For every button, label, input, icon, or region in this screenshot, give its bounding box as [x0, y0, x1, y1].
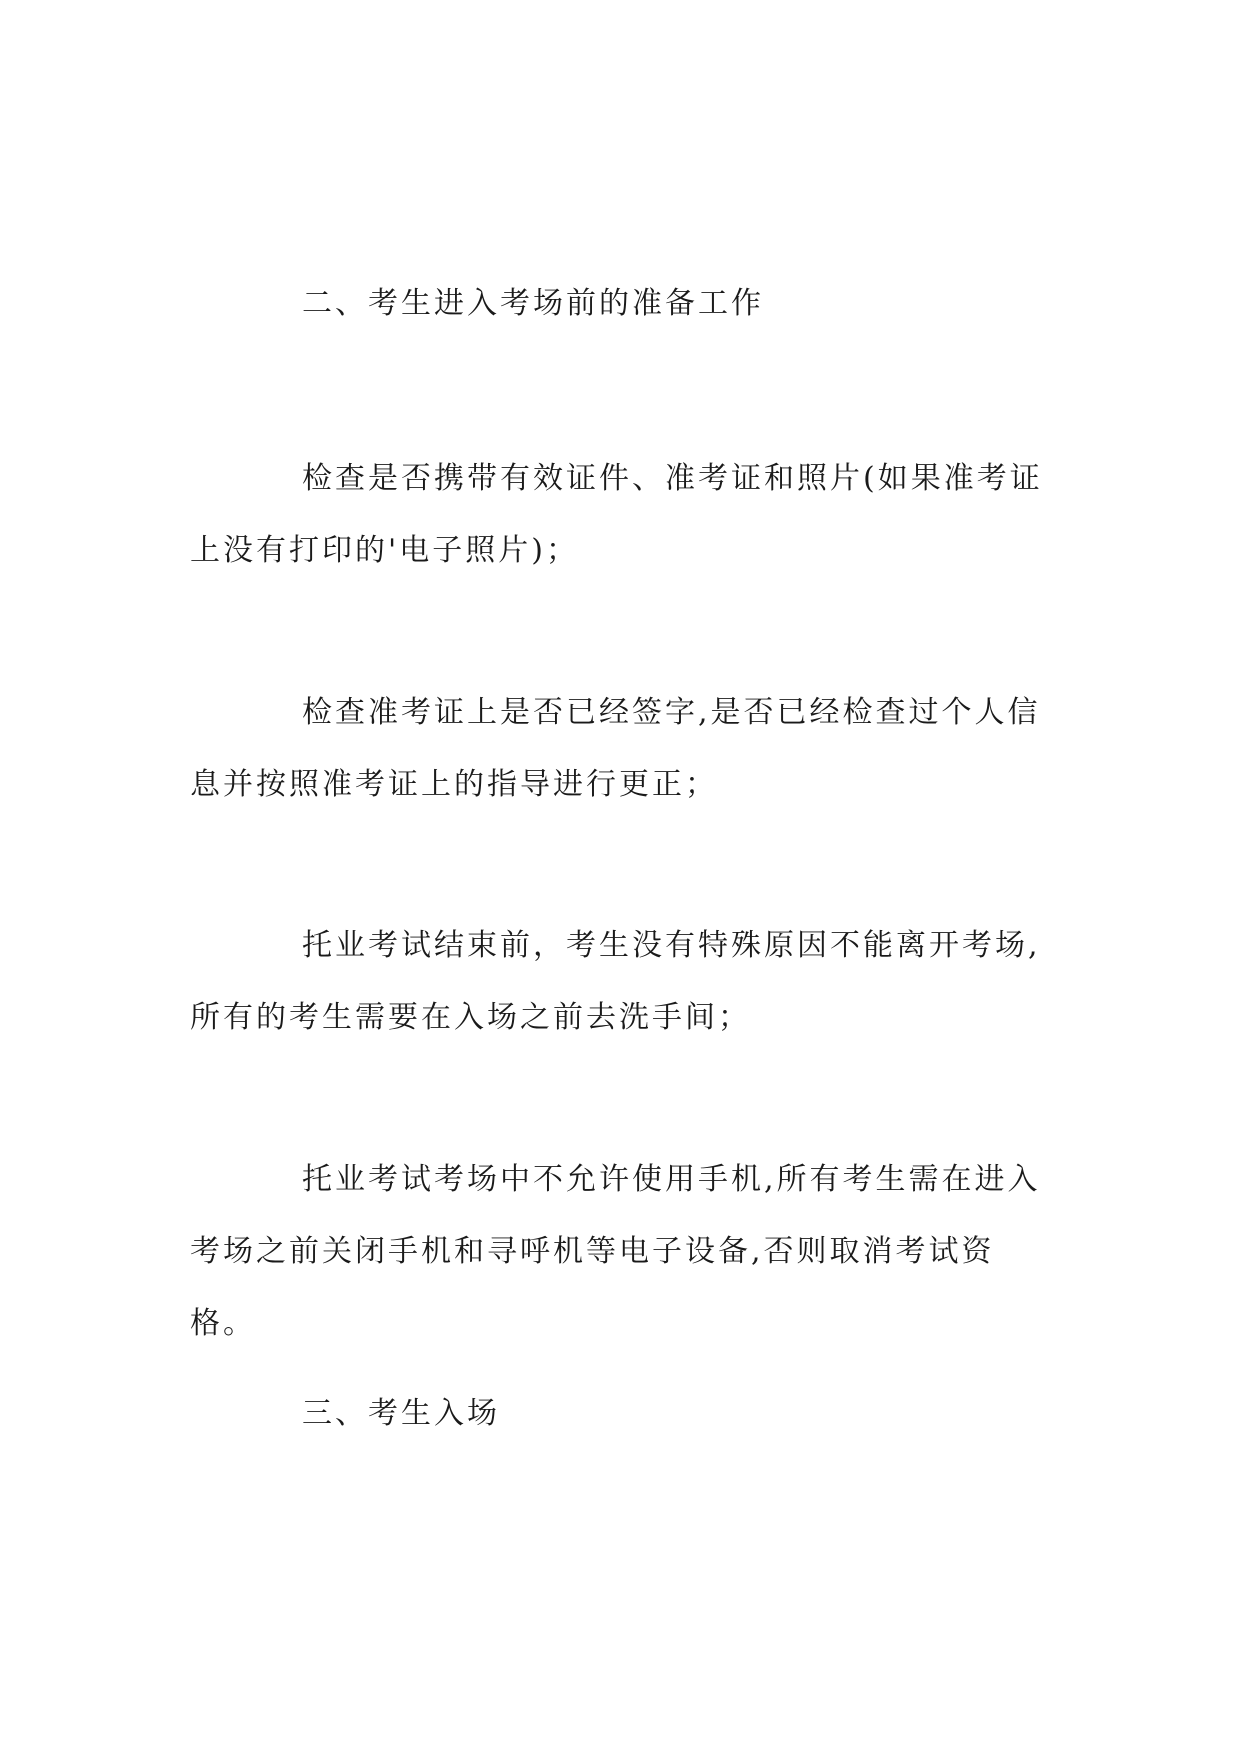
- section-heading-3: 三、考生入场: [302, 1396, 500, 1431]
- section-heading-2: 二、考生进入考场前的准备工作: [302, 286, 764, 321]
- paragraph-admission-ticket-check: 检查准考证上是否已经签字,是否已经检查过个人信息并按照准考证上的指导进行更正；: [190, 695, 1041, 802]
- paragraph-id-check: 检查是否携带有效证件、准考证和照片(如果准考证上没有打印的'电子照片)；: [190, 461, 1043, 568]
- paragraph-restroom-notice: 托业考试结束前，考生没有特殊原因不能离开考场,所有的考生需要在入场之前去洗手间；: [190, 928, 1041, 1035]
- paragraph-phone-rule: 托业考试考场中不允许使用手机,所有考生需在进入考场之前关闭手机和寻呼机等电子设备,否则取消考试资格。: [190, 1162, 1041, 1341]
